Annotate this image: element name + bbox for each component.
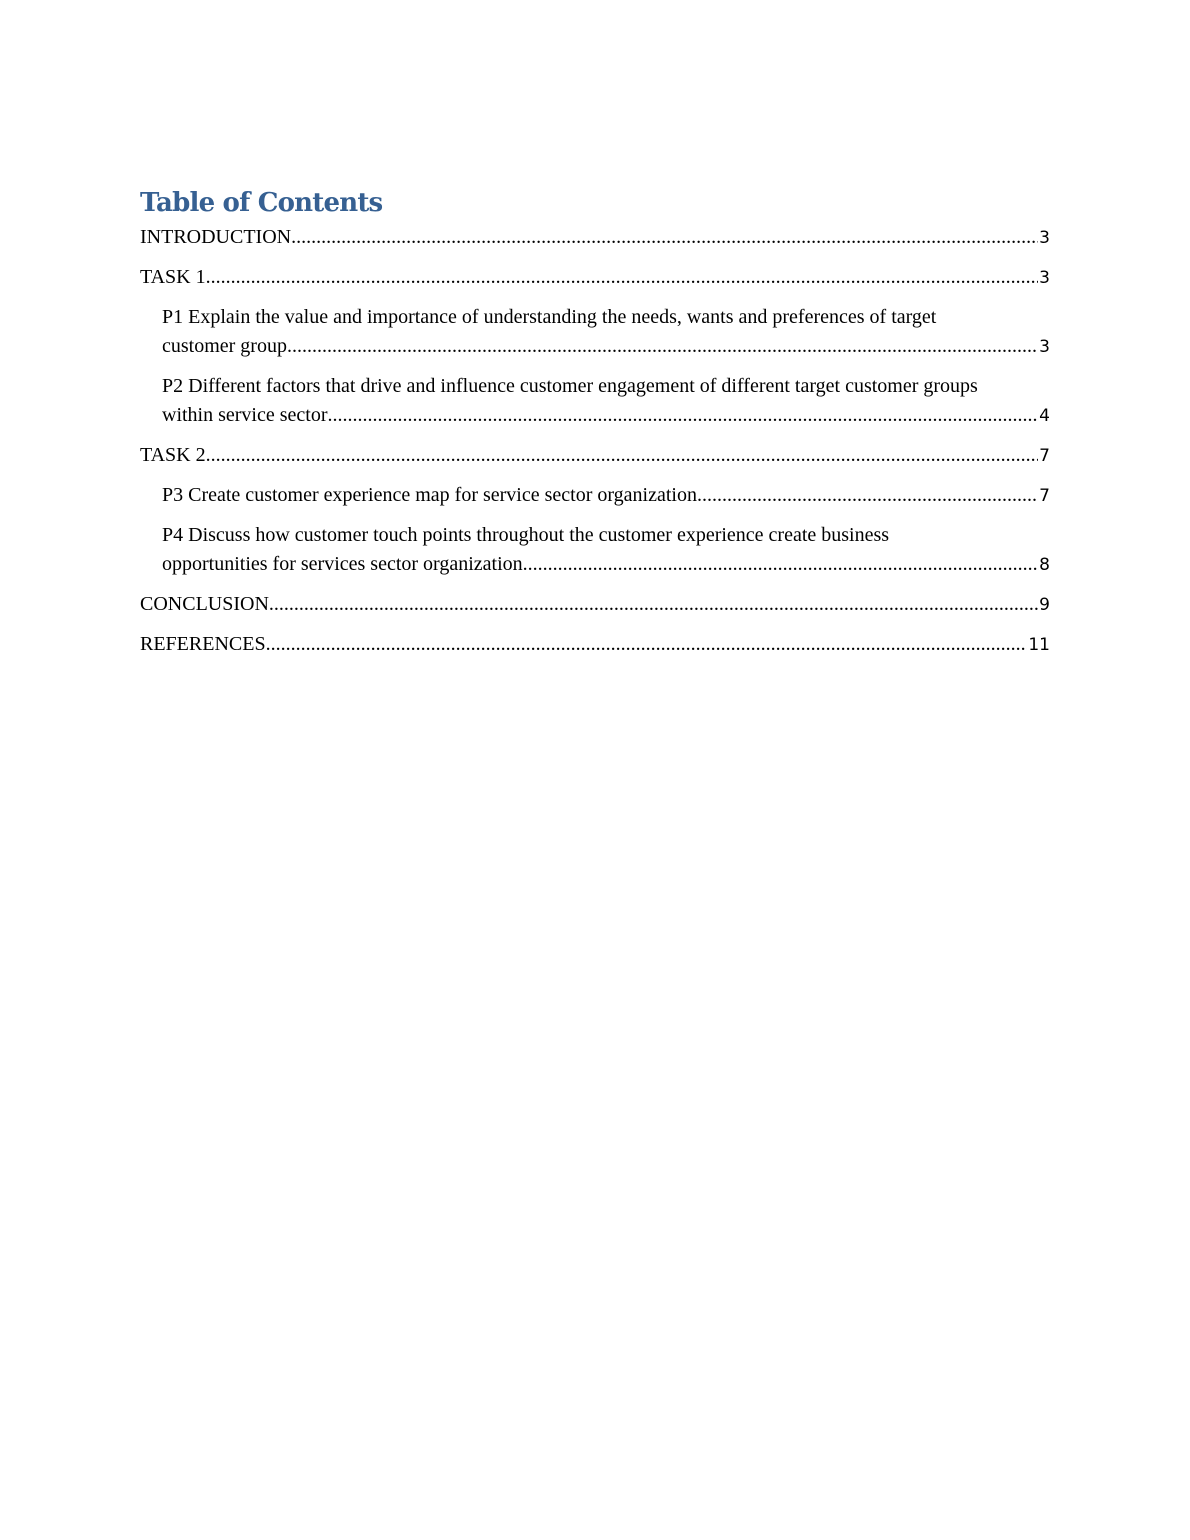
toc-dot-leader — [328, 401, 1039, 430]
toc-page-number: 4 — [1039, 406, 1050, 426]
toc-dot-leader — [266, 630, 1028, 659]
toc-page-number: 9 — [1039, 595, 1050, 615]
toc-entry-title: TASK 1 — [140, 266, 206, 288]
toc-entry-title: REFERENCES — [140, 633, 266, 655]
toc-dot-leader — [269, 590, 1038, 619]
toc-page-number: 3 — [1039, 268, 1050, 288]
toc-list — [140, 223, 1050, 660]
toc-entry-line — [162, 332, 1050, 362]
toc-entry[interactable] — [140, 263, 1050, 293]
toc-entry-title-line1: P4 Discuss how customer touch points throughout the customer experience create business — [162, 524, 890, 546]
toc-dot-leader — [697, 481, 1038, 510]
toc-entry-title: within service sector — [162, 404, 328, 426]
toc-entry-line — [162, 401, 1050, 431]
toc-entry-title-line1: P2 Different factors that drive and influence customer engagement of different target customer groups — [162, 375, 978, 397]
toc-entry-line — [140, 590, 1050, 620]
toc-entry-title: P3 Create customer experience map for service sector organization — [162, 484, 697, 506]
toc-dot-leader — [206, 263, 1039, 292]
toc-entry[interactable] — [140, 441, 1050, 471]
toc-entry-title-line1: P1 Explain the value and importance of understanding the needs, wants and preferences of target — [162, 306, 937, 328]
toc-page-number: 3 — [1039, 337, 1050, 357]
toc-page-number: 11 — [1028, 635, 1050, 655]
document-page — [140, 183, 1050, 660]
toc-page-number: 7 — [1039, 446, 1050, 466]
toc-entry[interactable] — [140, 223, 1050, 253]
toc-page-number: 3 — [1039, 228, 1050, 248]
toc-entry-title: CONCLUSION — [140, 593, 269, 615]
toc-entry-line — [140, 630, 1050, 660]
toc-entry[interactable] — [140, 481, 1050, 511]
toc-dot-leader — [291, 223, 1038, 252]
toc-dot-leader — [523, 550, 1039, 579]
toc-entry-title: INTRODUCTION — [140, 226, 292, 248]
toc-page-number: 7 — [1039, 486, 1050, 506]
toc-entry[interactable] — [140, 590, 1050, 620]
toc-entry[interactable] — [140, 372, 1050, 431]
toc-entry-line — [140, 441, 1050, 471]
toc-entry-line — [140, 263, 1050, 293]
toc-entry[interactable] — [140, 303, 1050, 362]
toc-dot-leader — [206, 441, 1039, 470]
toc-heading: Table of Contents — [140, 188, 383, 218]
toc-entry-line — [140, 223, 1050, 253]
toc-entry-title: customer group — [162, 335, 287, 357]
toc-entry-title: opportunities for services sector organization — [162, 553, 523, 575]
toc-page-number: 8 — [1039, 555, 1050, 575]
toc-entry-title: TASK 2 — [140, 444, 206, 466]
toc-entry[interactable] — [140, 521, 1050, 580]
toc-entry[interactable] — [140, 630, 1050, 660]
toc-dot-leader — [287, 332, 1038, 361]
toc-entry-line — [162, 550, 1050, 580]
toc-entry-line — [162, 481, 1050, 511]
